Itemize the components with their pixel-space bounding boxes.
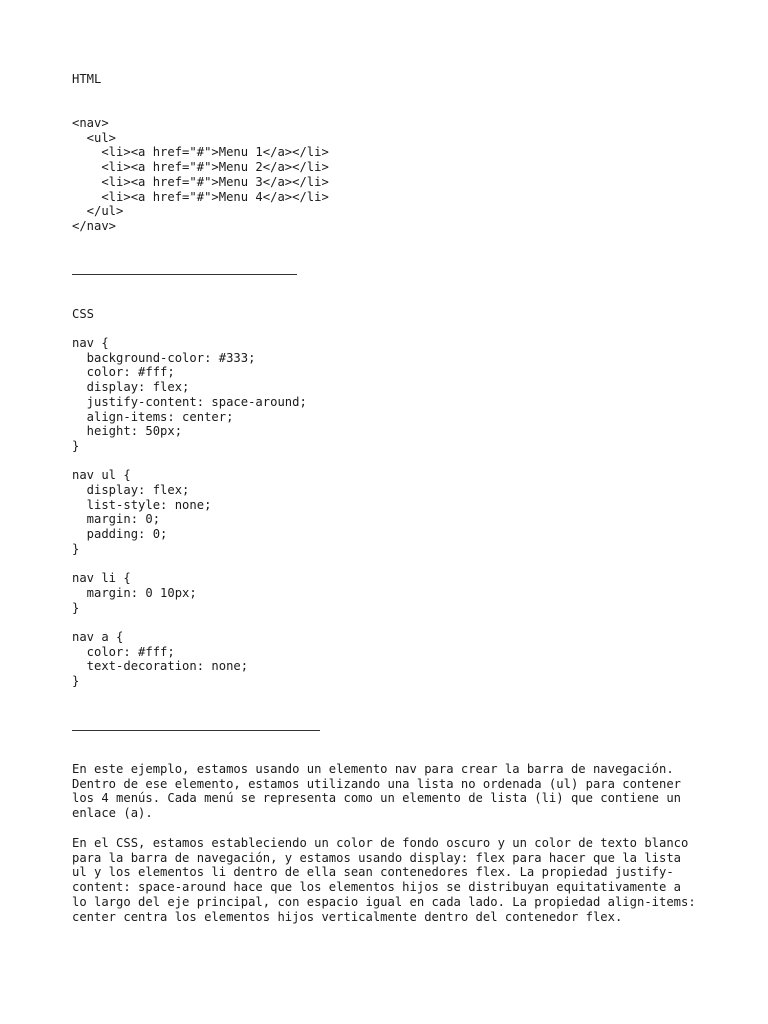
section-divider-1 — [72, 274, 297, 275]
html-code-block: <nav> <ul> <li><a href="#">Menu 1</a></li> <li><a href="#">Menu 2</a></li> <li><a href="#">Menu 3</a></li> <li><a href="#">Menu 4</a></li> </ul> </nav> — [72, 116, 329, 233]
section-divider-2 — [72, 730, 320, 731]
explanation-paragraph-2: En el CSS, estamos estableciendo un color de fondo oscuro y un color de texto blanco para la barra de navegación, y estamos usando display: flex para hacer que la lista ul y los elementos li dentro de ella sean contenedores flex. La propiedad justify-content: space-around hace que los elementos hijos se distribuyan equitativamente a lo largo del eje principal, con espacio igual en cada lado. La propiedad align-items: center centra los elementos hijos verticalmente dentro del contenedor flex. — [72, 836, 696, 924]
explanation-paragraph-1: En este ejemplo, estamos usando un elemento nav para crear la barra de navegación. Dentro de ese elemento, estamos utilizando una lista no ordenada (ul) para contener los 4 menús. Cada menú se representa como un elemento de lista (li) que contiene un enlace (a). — [72, 762, 682, 821]
css-heading: CSS — [72, 307, 95, 321]
css-code-block: nav { background-color: #333; color: #fff; display: flex; justify-content: space-around; align-items: center; height: 50px; } nav ul { display: flex; list-style: none; margin: 0; padding: 0; } nav li { margin: 0 10px; } nav a { color: #fff; text-decoration: none; } — [72, 336, 307, 689]
html-heading: HTML — [72, 72, 102, 86]
